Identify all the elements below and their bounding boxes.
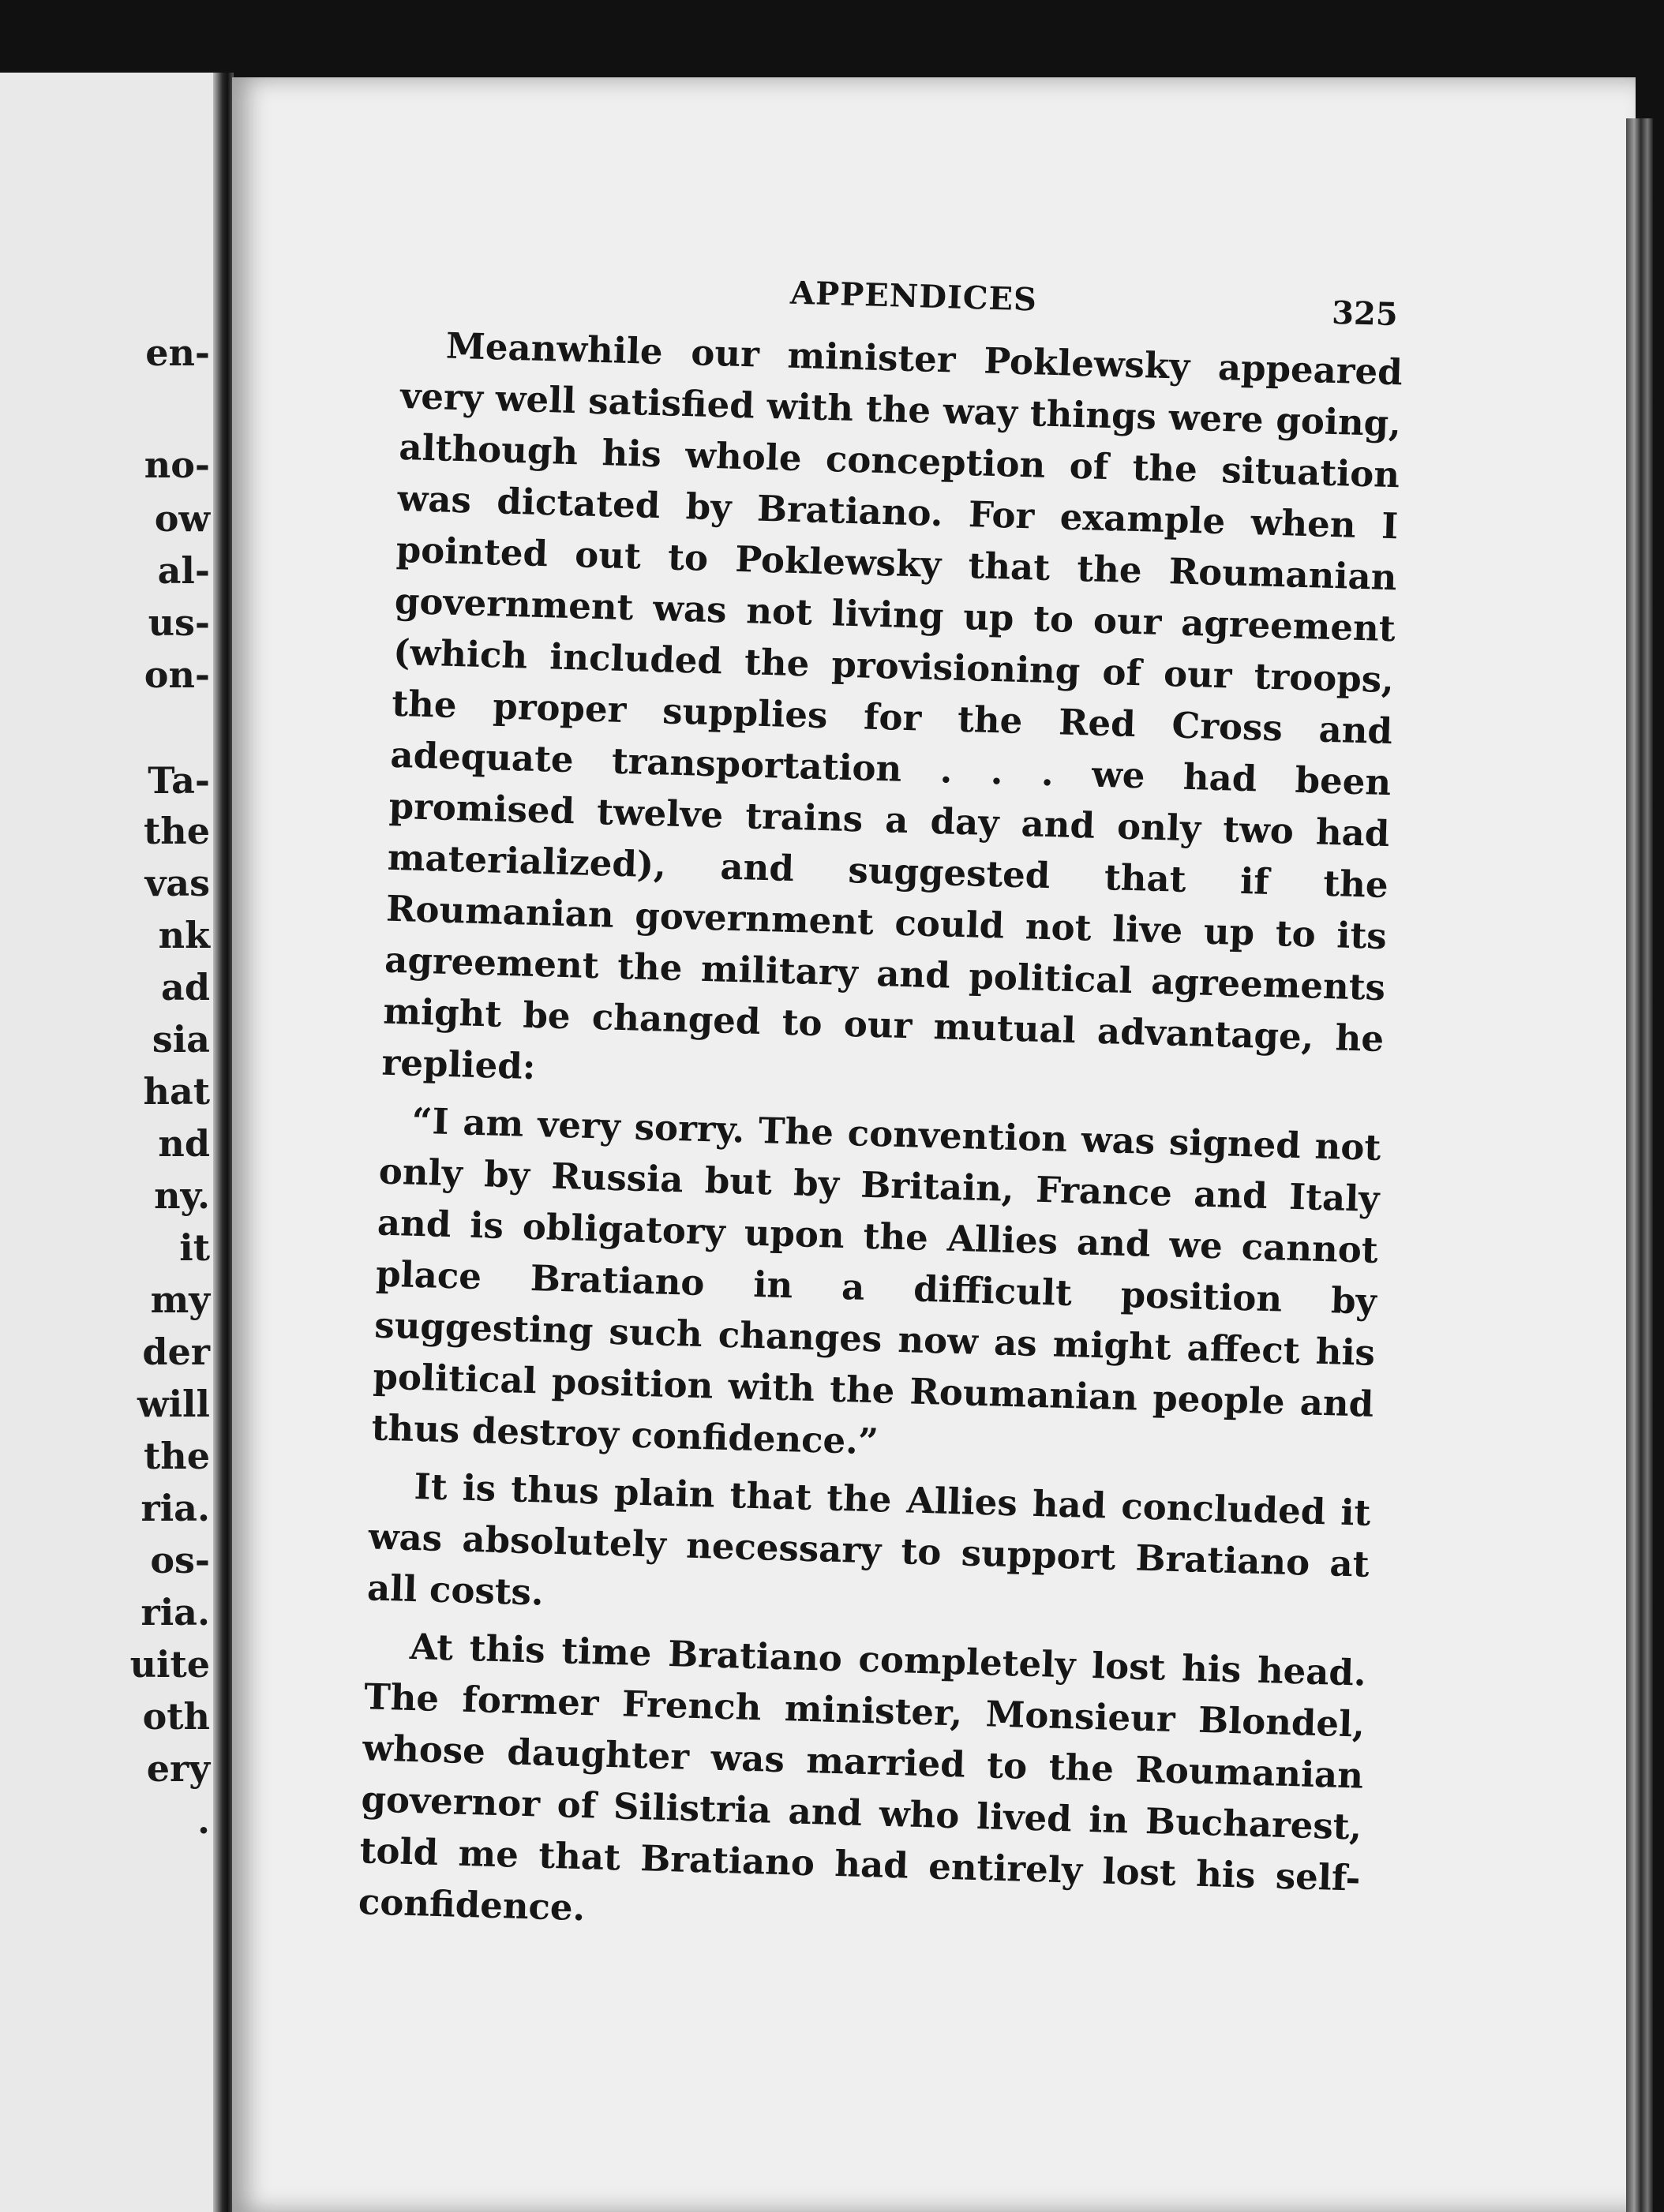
left-page-fragment: uite — [129, 1643, 210, 1686]
left-page-fragment: os- — [150, 1539, 210, 1581]
left-facing-page — [0, 73, 223, 2212]
left-page-fragment: der — [142, 1331, 210, 1373]
left-page-fragment: ria. — [141, 1487, 210, 1529]
left-page-fragment: vas — [144, 862, 210, 904]
left-page-fragment: hat — [143, 1070, 210, 1113]
left-page-fragment: en- — [145, 331, 210, 374]
left-page-fragment: ria. — [141, 1591, 210, 1634]
body-paragraph: Meanwhile our minister Poklewsky appeared very well satisfied with the way things were going, although his whole conception of the situation was dictated by Bratiano. For example when I pointed out to Poklewsky that the Roumanian government was not living up to our agreement (which included the provisioning of our troops, the proper supplies for the Red Cross and adequate transportation . . . we had been promised twelve trains a day and only two had materialized), and suggested that if the Roumanian government could not live up to its agreement the military and political agreements might be changed to our mutual advantage, he replied: — [380, 324, 1404, 1088]
page-text-block — [358, 264, 1404, 1956]
body-paragraph: It is thus plain that the Allies had concluded it was absolutely necessary to support Bratiano at all costs. — [366, 1465, 1372, 1614]
left-page-fragment: the — [144, 810, 210, 852]
left-page-fragment: us- — [148, 601, 210, 644]
quoted-paragraph: “I am very sorry. The convention was signed not only by Russia but by Britain, France and Italy and is obligatory upon the Allies and we cannot place Bratiano in a difficult position by suggesting such changes now as might affect his political position with the Roumanian people and thus destroy confidence.” — [371, 1099, 1381, 1463]
page-number: 325 — [1331, 294, 1399, 334]
left-page-fragment: on- — [144, 653, 210, 696]
body-paragraph: At this time Bratiano completely lost his head. The former French minister, Monsieur Blondel, whose daughter was married to the Roumanian governor of Silistria and who lived in Bucharest, told me that Bratiano had entirely lost his self-confidence. — [358, 1625, 1367, 1929]
left-page-fragment: will — [137, 1383, 210, 1425]
book-gutter — [213, 73, 234, 2212]
page-edge — [1626, 118, 1653, 2212]
left-page-fragment: it — [179, 1226, 210, 1269]
left-page-fragment: nd — [158, 1122, 210, 1165]
left-page-fragment: ad — [161, 966, 210, 1009]
left-page-fragment: ow — [154, 497, 210, 540]
left-page-fragment: al- — [157, 549, 210, 592]
left-page-fragment: Ta- — [148, 759, 210, 802]
left-page-fragment: my — [150, 1278, 210, 1321]
left-page-fragment: ery — [146, 1747, 210, 1790]
left-page-fragment: sia — [152, 1018, 210, 1061]
left-page-fragment: . — [197, 1799, 210, 1842]
left-page-fragment: ny. — [154, 1174, 210, 1217]
running-title: APPENDICES — [789, 274, 1038, 319]
left-page-fragment: no- — [144, 444, 210, 486]
left-page-fragment: the — [144, 1435, 210, 1477]
left-page-fragment: nk — [158, 914, 210, 956]
left-page-fragment: oth — [142, 1695, 210, 1738]
